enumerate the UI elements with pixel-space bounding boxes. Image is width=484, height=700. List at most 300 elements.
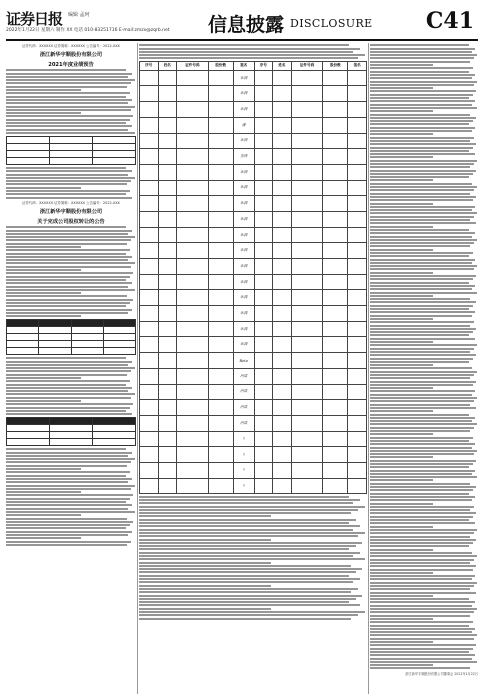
- table-cell: [177, 337, 209, 353]
- text-line: [6, 89, 81, 91]
- text-line: [6, 413, 132, 415]
- table-cell: [254, 180, 273, 196]
- text-line: [370, 466, 469, 468]
- text-line: [370, 51, 472, 53]
- table-cell: [348, 306, 367, 322]
- table-row: [140, 227, 367, 243]
- table-row: [140, 164, 367, 180]
- table-cell: [208, 164, 233, 180]
- text-line: [370, 219, 470, 221]
- table-cell: [158, 102, 177, 118]
- table-cell: [348, 86, 367, 102]
- text-line: [139, 611, 365, 613]
- table-cell: [323, 180, 348, 196]
- text-line: [6, 481, 128, 483]
- signature-cell: 朱润: [233, 259, 254, 275]
- text-line: [139, 581, 353, 583]
- text-line: [6, 468, 81, 470]
- text-line: [370, 84, 474, 86]
- text-line: [370, 582, 477, 584]
- text-line: [370, 166, 470, 168]
- text-line: [6, 488, 131, 490]
- section-title: 信息披露: [208, 14, 285, 36]
- text-line: [6, 315, 81, 317]
- table-cell: [254, 274, 273, 290]
- text-line: [6, 494, 133, 496]
- text-line: [139, 565, 351, 567]
- table-cell: [140, 259, 159, 275]
- text-line: [6, 518, 127, 520]
- table-cell: [158, 290, 177, 306]
- announcement-footer: 浙江新华宇顺股份有限公司董事会 2022年1月22日: [405, 672, 478, 677]
- text-line: [370, 249, 433, 251]
- text-line: [370, 123, 469, 125]
- text-line: [6, 276, 130, 278]
- notice-body: [6, 167, 136, 199]
- text-line: [6, 390, 128, 392]
- text-line: [370, 110, 433, 112]
- table-header-cell: 序号: [254, 61, 273, 70]
- text-line: [6, 305, 126, 307]
- table-cell: [348, 102, 367, 118]
- text-line: [370, 44, 469, 46]
- notice-body: [6, 357, 136, 415]
- text-line: [6, 243, 127, 245]
- signature-cell: 朱润: [233, 102, 254, 118]
- table-cell: [177, 462, 209, 478]
- table-header-cell: 签名: [233, 61, 254, 70]
- text-line: [370, 397, 477, 399]
- text-line: [6, 544, 127, 546]
- table-cell: [140, 164, 159, 180]
- table-cell: [177, 133, 209, 149]
- text-line: [370, 236, 472, 238]
- table-cell: [208, 290, 233, 306]
- table-cell: [273, 290, 292, 306]
- signature-cell: 朱润: [233, 164, 254, 180]
- table-row: [140, 211, 367, 227]
- table-row: [140, 306, 367, 322]
- signature-cell: 朱润: [233, 274, 254, 290]
- text-line: [6, 410, 126, 412]
- newspaper-logo: 证券日报: [6, 10, 63, 28]
- text-line: [370, 179, 433, 181]
- table-cell: [140, 86, 159, 102]
- table-cell: [158, 306, 177, 322]
- text-line: [370, 394, 472, 396]
- text-line: [370, 64, 433, 66]
- table-cell: [158, 478, 177, 494]
- text-line: [6, 295, 127, 297]
- table-cell: [140, 337, 159, 353]
- text-line: [370, 483, 470, 485]
- signature-cell: 朱润: [233, 70, 254, 86]
- text-line: [370, 163, 474, 165]
- text-line: [370, 611, 474, 613]
- text-line: [6, 272, 133, 274]
- signature-cell: 朱润: [233, 196, 254, 212]
- table-cell: [177, 321, 209, 337]
- table-cell: [273, 478, 292, 494]
- signature-cell: 河清: [233, 384, 254, 400]
- text-line: [6, 374, 127, 376]
- table-row: [140, 70, 367, 86]
- table-cell: [273, 274, 292, 290]
- table-cell: [291, 321, 323, 337]
- text-line: [6, 190, 130, 192]
- table-cell: [323, 462, 348, 478]
- table-cell: [348, 117, 367, 133]
- text-line: [370, 509, 470, 511]
- table-cell: [140, 211, 159, 227]
- table-cell: [254, 196, 273, 212]
- table-cell: [177, 447, 209, 463]
- table-cell: [140, 117, 159, 133]
- text-line: [370, 634, 477, 636]
- table-cell: [348, 415, 367, 431]
- text-line: [370, 473, 472, 475]
- text-line: [370, 147, 473, 149]
- table-cell: [348, 337, 367, 353]
- text-line: [139, 519, 356, 521]
- text-line: [370, 308, 469, 310]
- text-line: [370, 114, 470, 116]
- table-cell: [140, 70, 159, 86]
- text-line: [370, 67, 473, 69]
- text-line: [370, 354, 476, 356]
- text-line: [370, 631, 472, 633]
- table-cell: [323, 133, 348, 149]
- text-line: [6, 511, 135, 513]
- text-line: [370, 644, 476, 646]
- text-line: [370, 295, 433, 297]
- text-line: [139, 51, 353, 53]
- text-line: [6, 69, 126, 71]
- page-number: C41: [425, 8, 474, 34]
- text-line: [370, 641, 433, 643]
- text-line: [139, 585, 271, 587]
- table-row: [140, 478, 367, 494]
- table-cell: [291, 86, 323, 102]
- text-line: [370, 206, 475, 208]
- table-cell: [208, 211, 233, 227]
- text-line: [6, 125, 132, 127]
- signature-cell: 朱润: [233, 306, 254, 322]
- table-header-cell: 序号: [140, 61, 159, 70]
- signature-cell: 河清: [233, 368, 254, 384]
- signature-cell: 朱润: [233, 290, 254, 306]
- text-line: [370, 173, 473, 175]
- text-line: [370, 176, 469, 178]
- table-cell: [323, 478, 348, 494]
- table-cell: [323, 353, 348, 369]
- signature-cell: 朱润: [233, 133, 254, 149]
- text-line: [139, 529, 353, 531]
- text-line: [370, 493, 469, 495]
- text-line: [370, 598, 469, 600]
- text-line: [370, 107, 477, 109]
- table-cell: [348, 70, 367, 86]
- table-row: [140, 274, 367, 290]
- table-cell: [140, 227, 159, 243]
- text-line: [139, 522, 349, 524]
- table-cell: [323, 321, 348, 337]
- table-cell: [254, 431, 273, 447]
- text-line: [370, 578, 472, 580]
- text-line: [370, 328, 476, 330]
- text-line: [370, 443, 475, 445]
- text-line: [370, 489, 473, 491]
- text-line: [370, 71, 469, 73]
- text-line: [370, 592, 476, 594]
- table-cell: [177, 149, 209, 165]
- text-line: [370, 463, 473, 465]
- table-cell: [291, 306, 323, 322]
- text-line: [370, 367, 472, 369]
- text-line: [6, 180, 131, 182]
- table-cell: [140, 290, 159, 306]
- text-line: [370, 259, 475, 261]
- table-row: [140, 149, 367, 165]
- table-cell: [208, 462, 233, 478]
- table-cell: [177, 211, 209, 227]
- text-line: [6, 309, 132, 311]
- table-cell: [254, 337, 273, 353]
- text-line: [6, 82, 131, 84]
- table-cell: [254, 102, 273, 118]
- table-cell: [291, 102, 323, 118]
- table-cell: [323, 337, 348, 353]
- table-cell: [348, 274, 367, 290]
- text-line: [370, 193, 470, 195]
- text-line: [6, 262, 135, 264]
- text-line: [370, 265, 477, 267]
- text-line: [370, 301, 476, 303]
- table-cell: [254, 478, 273, 494]
- table-header-cell: 签名: [348, 61, 367, 70]
- text-line: [370, 117, 476, 119]
- text-line: [370, 140, 470, 142]
- text-line: [370, 414, 469, 416]
- table-cell: [291, 164, 323, 180]
- text-line: [370, 288, 472, 290]
- text-line: [6, 458, 135, 460]
- table-cell: [140, 274, 159, 290]
- text-line: [6, 106, 135, 108]
- text-line: [370, 90, 476, 92]
- table-header-cell: 证件号码: [177, 61, 209, 70]
- text-line: [6, 266, 131, 268]
- signature-cell: 朱润: [233, 86, 254, 102]
- text-line: [370, 232, 475, 234]
- text-line: [370, 239, 477, 241]
- table-cell: [254, 400, 273, 416]
- text-line: [139, 57, 358, 59]
- text-line: [370, 216, 474, 218]
- text-line: [370, 298, 470, 300]
- table-cell: [291, 353, 323, 369]
- table-row: [140, 353, 367, 369]
- text-line: [6, 508, 128, 510]
- text-line: [6, 531, 132, 533]
- table-cell: [208, 196, 233, 212]
- text-line: [370, 654, 475, 656]
- text-line: [6, 541, 131, 543]
- table-cell: [208, 243, 233, 259]
- table-cell: [291, 415, 323, 431]
- text-line: [370, 648, 473, 650]
- text-line: [6, 527, 126, 529]
- text-line: [6, 79, 135, 81]
- table-cell: [254, 149, 273, 165]
- table-cell: [254, 227, 273, 243]
- table-header-cell: 证件号码: [291, 61, 323, 70]
- text-line: [370, 427, 474, 429]
- table-cell: [348, 384, 367, 400]
- table-cell: [273, 415, 292, 431]
- text-line: [6, 403, 133, 405]
- text-line: [370, 285, 475, 287]
- table-cell: [158, 180, 177, 196]
- holdings-table: [6, 417, 136, 446]
- table-cell: [291, 196, 323, 212]
- text-line: [370, 341, 433, 343]
- table-cell: [254, 211, 273, 227]
- table-cell: [273, 384, 292, 400]
- table-row: [140, 196, 367, 212]
- text-line: [370, 57, 474, 59]
- masthead-rule: [6, 39, 478, 41]
- text-line: [6, 299, 133, 301]
- text-line: [370, 282, 469, 284]
- table-cell: [291, 290, 323, 306]
- table-cell: [323, 368, 348, 384]
- table-cell: [291, 149, 323, 165]
- table-cell: [348, 431, 367, 447]
- text-line: [370, 229, 469, 231]
- text-line: [6, 364, 128, 366]
- notice-code: 证券代码：XXXXXX 证券简称：XXXXXX 公告编号：2022-XXX: [22, 44, 120, 48]
- table-cell: [140, 478, 159, 494]
- text-line: [6, 534, 128, 536]
- table-cell: [140, 431, 159, 447]
- table-cell: [208, 368, 233, 384]
- text-line: [370, 87, 433, 89]
- text-line: [6, 387, 132, 389]
- table-cell: [348, 400, 367, 416]
- table-cell: [177, 290, 209, 306]
- text-line: [370, 315, 472, 317]
- text-line: [370, 420, 472, 422]
- text-line: [370, 608, 477, 610]
- text-line: [370, 423, 477, 425]
- text-line: [370, 242, 474, 244]
- table-cell: [158, 227, 177, 243]
- column-divider: [137, 43, 138, 694]
- table-header-cell: 姓名: [273, 61, 292, 70]
- text-line: [370, 374, 474, 376]
- table-cell: [273, 400, 292, 416]
- text-line: [370, 272, 433, 274]
- table-cell: [254, 117, 273, 133]
- text-line: [370, 618, 433, 620]
- signature-cell: ?: [233, 431, 254, 447]
- table-cell: [177, 102, 209, 118]
- table-cell: [348, 164, 367, 180]
- table-cell: [177, 196, 209, 212]
- table-cell: [177, 70, 209, 86]
- text-line: [6, 289, 135, 291]
- text-line: [370, 209, 472, 211]
- text-line: [6, 485, 135, 487]
- text-line: [6, 498, 130, 500]
- table-cell: [208, 431, 233, 447]
- text-line: [370, 460, 476, 462]
- text-line: [6, 455, 128, 457]
- signature-cell: Reto: [233, 353, 254, 369]
- signature-cell: 河清: [233, 415, 254, 431]
- text-line: [370, 381, 476, 383]
- table-row: [140, 133, 367, 149]
- text-line: [139, 548, 349, 550]
- table-cell: [348, 243, 367, 259]
- signature-cell: 至鸿: [233, 149, 254, 165]
- text-line: [139, 555, 353, 557]
- text-line: [370, 569, 473, 571]
- table-cell: [254, 290, 273, 306]
- text-line: [370, 476, 477, 478]
- text-line: [370, 74, 475, 76]
- text-line: [370, 97, 469, 99]
- table-cell: [158, 196, 177, 212]
- table-cell: [348, 259, 367, 275]
- notice-body: [6, 69, 136, 134]
- text-line: [370, 433, 433, 435]
- text-line: [370, 658, 472, 660]
- table-cell: [140, 196, 159, 212]
- table-cell: [323, 259, 348, 275]
- text-line: [370, 410, 433, 412]
- table-cell: [158, 353, 177, 369]
- text-line: [370, 262, 472, 264]
- text-line: [6, 187, 81, 189]
- text-line: [139, 604, 360, 606]
- table-cell: [254, 259, 273, 275]
- text-line: [370, 318, 433, 320]
- text-line: [139, 545, 356, 547]
- text-line: [370, 390, 475, 392]
- text-line: [370, 628, 475, 630]
- text-line: [6, 377, 81, 379]
- table-cell: [177, 117, 209, 133]
- text-line: [370, 268, 474, 270]
- table-row: [140, 180, 367, 196]
- text-line: [370, 203, 433, 205]
- table-notes: [139, 496, 367, 620]
- text-line: [370, 305, 473, 307]
- table-cell: [158, 86, 177, 102]
- text-line: [139, 618, 351, 620]
- text-line: [6, 226, 126, 228]
- table-cell: [208, 259, 233, 275]
- table-cell: [291, 211, 323, 227]
- text-line: [370, 160, 477, 162]
- text-line: [370, 512, 476, 514]
- table-row: [140, 368, 367, 384]
- text-line: [139, 578, 360, 580]
- table-row: [140, 384, 367, 400]
- text-line: [6, 256, 132, 258]
